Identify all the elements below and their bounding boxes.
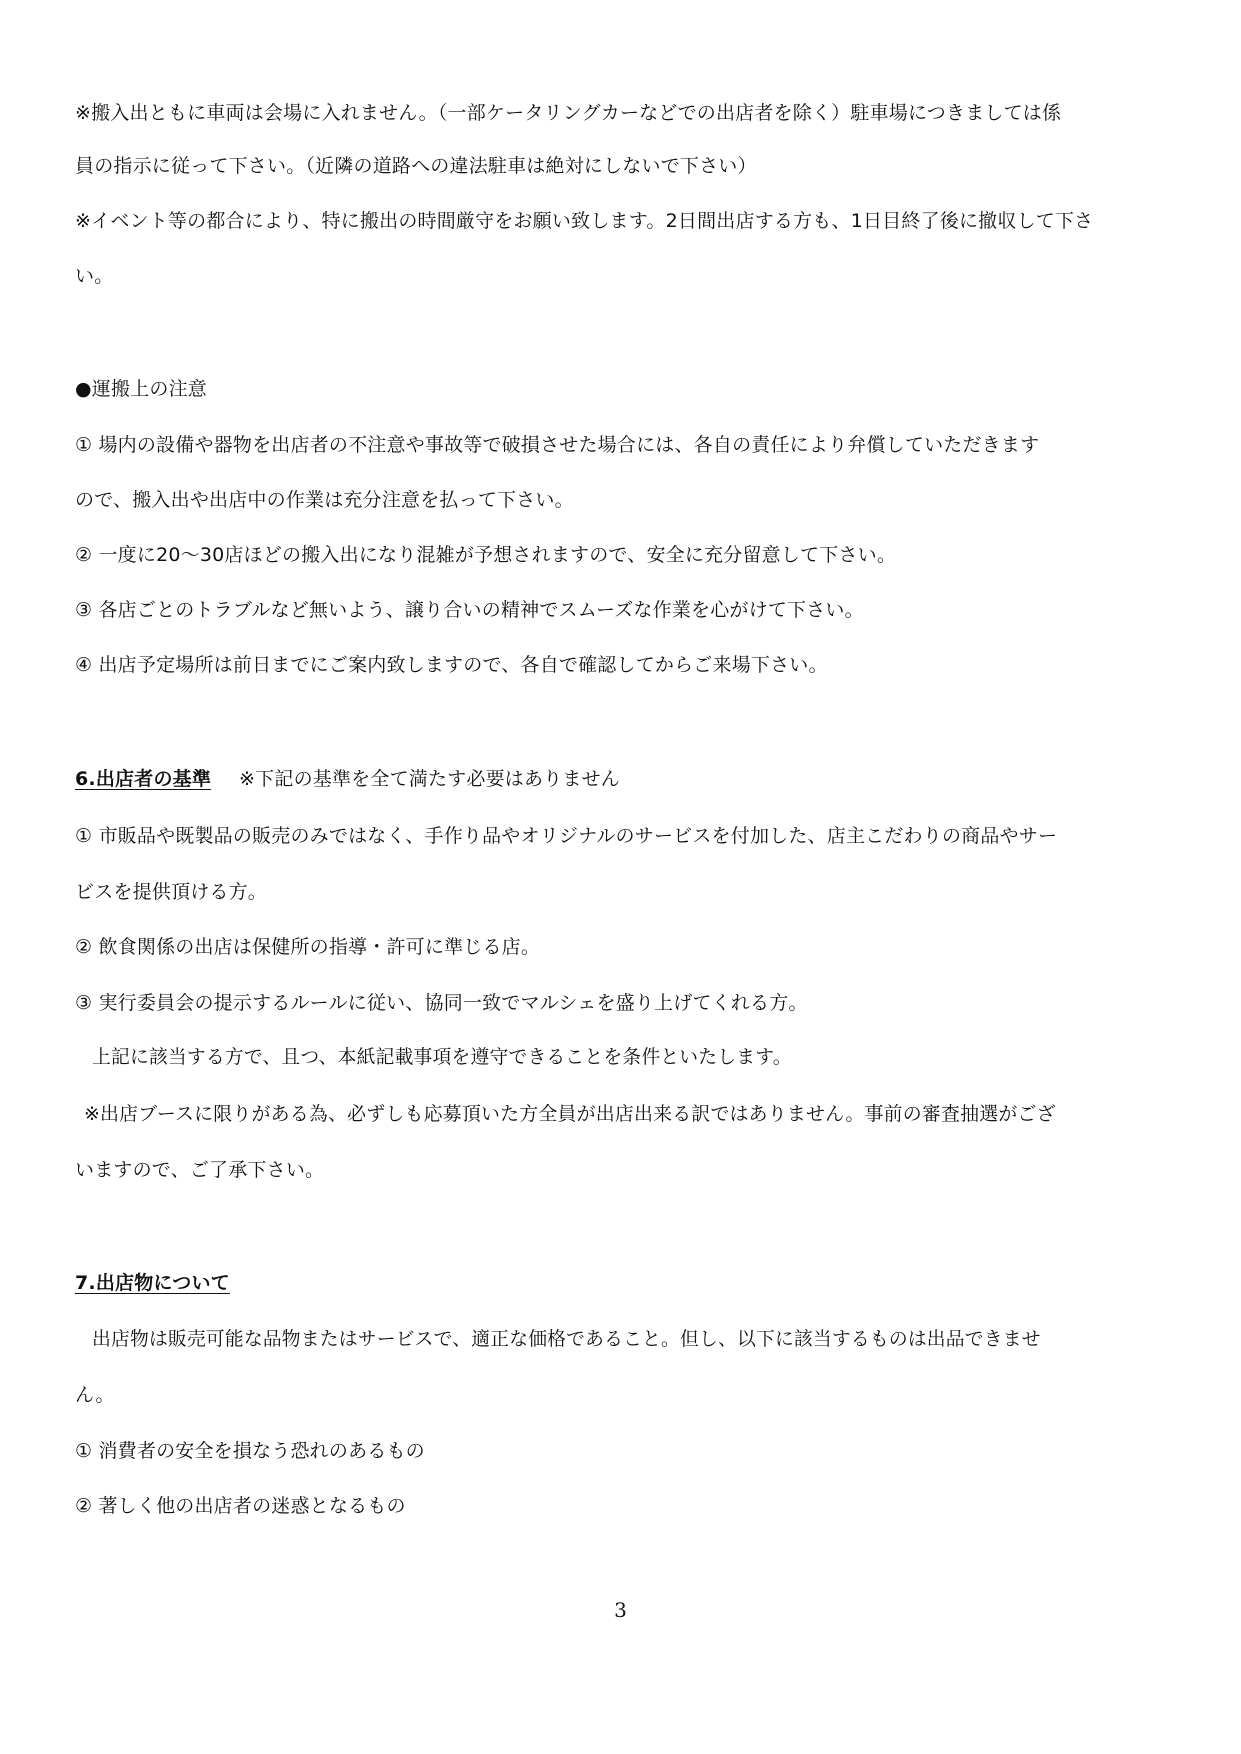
section-6-item-2: ② 飲食関係の出店は保健所の指導・許可に準じる店。	[75, 936, 541, 958]
transport-note-line-2: 員の指示に従って下さい。（近隣の道路への違法駐車は絶対にしないで下さい）	[75, 155, 757, 177]
transport-caution-item-1-line-1: ① 場内の設備や器物を出店者の不注意や事故等で破損させた場合には、各自の責任により弁償していただきます	[75, 434, 1040, 456]
transport-note-line-1: ※搬入出ともに車両は会場に入れません。（一部ケータリングカーなどでの出店者を除く）駐車場につきましては係	[75, 102, 1062, 124]
section-6-heading-row	[75, 766, 1175, 792]
transport-caution-heading: ●運搬上の注意	[75, 378, 207, 400]
page-number: 3	[614, 1598, 627, 1622]
section-7-item-1: ① 消費者の安全を損なう恐れのあるもの	[75, 1440, 425, 1462]
section-6-item-1-line-2: ビスを提供頂ける方。	[75, 881, 268, 903]
section-7-heading-row	[75, 1270, 1175, 1296]
section-6-heading-note: ※下記の基準を全て満たす必要はありません	[239, 768, 620, 790]
transport-caution-item-3: ③ 各店ごとのトラブルなど無いよう、譲り合いの精神でスムーズな作業を心がけて下さい。	[75, 599, 864, 621]
transport-note-line-4: い。	[75, 265, 114, 287]
section-7-heading: 7.出店物について	[75, 1272, 230, 1294]
section-7-item-2: ② 著しく他の出店者の迷惑となるもの	[75, 1495, 406, 1517]
section-6-item-1-line-1: ① 市販品や既製品の販売のみではなく、手作り品やオリジナルのサービスを付加した、店主こだわりの商品やサー	[75, 825, 1058, 847]
transport-caution-item-2: ② 一度に20～30店ほどの搬入出になり混雑が予想されますので、安全に充分留意して下さい。	[75, 544, 897, 566]
transport-caution-item-4: ④ 出店予定場所は前日までにご案内致しますので、各自で確認してからご来場下さい。	[75, 654, 828, 676]
section-7-intro-line-1: 出店物は販売可能な品物またはサービスで、適正な価格であること。但し、以下に該当するものは出品できませ	[92, 1329, 1041, 1350]
section-6-condition: 上記に該当する方で、且つ、本紙記載事項を遵守できることを条件といたします。	[92, 1047, 792, 1068]
section-6-notice-line-2: いますので、ご了承下さい。	[75, 1159, 325, 1181]
section-7-intro-line-2: ん。	[75, 1384, 115, 1406]
section-6-item-3: ③ 実行委員会の提示するルールに従い、協同一致でマルシェを盛り上げてくれる方。	[75, 992, 808, 1014]
section-6-notice-line-1: ※出店ブースに限りがある為、必ずしも応募頂いた方全員が出店出来る訳ではありません。事前の審査抽選がござ	[84, 1103, 1056, 1125]
section-6-heading: 6.出店者の基準	[75, 768, 212, 790]
transport-caution-item-1-line-2: ので、搬入出や出店中の作業は充分注意を払って下さい。	[75, 489, 574, 511]
transport-note-line-3: ※イベント等の都合により、特に搬出の時間厳守をお願い致します。2日間出店する方も、1日目終了後に撤収して下さ	[75, 210, 1094, 232]
